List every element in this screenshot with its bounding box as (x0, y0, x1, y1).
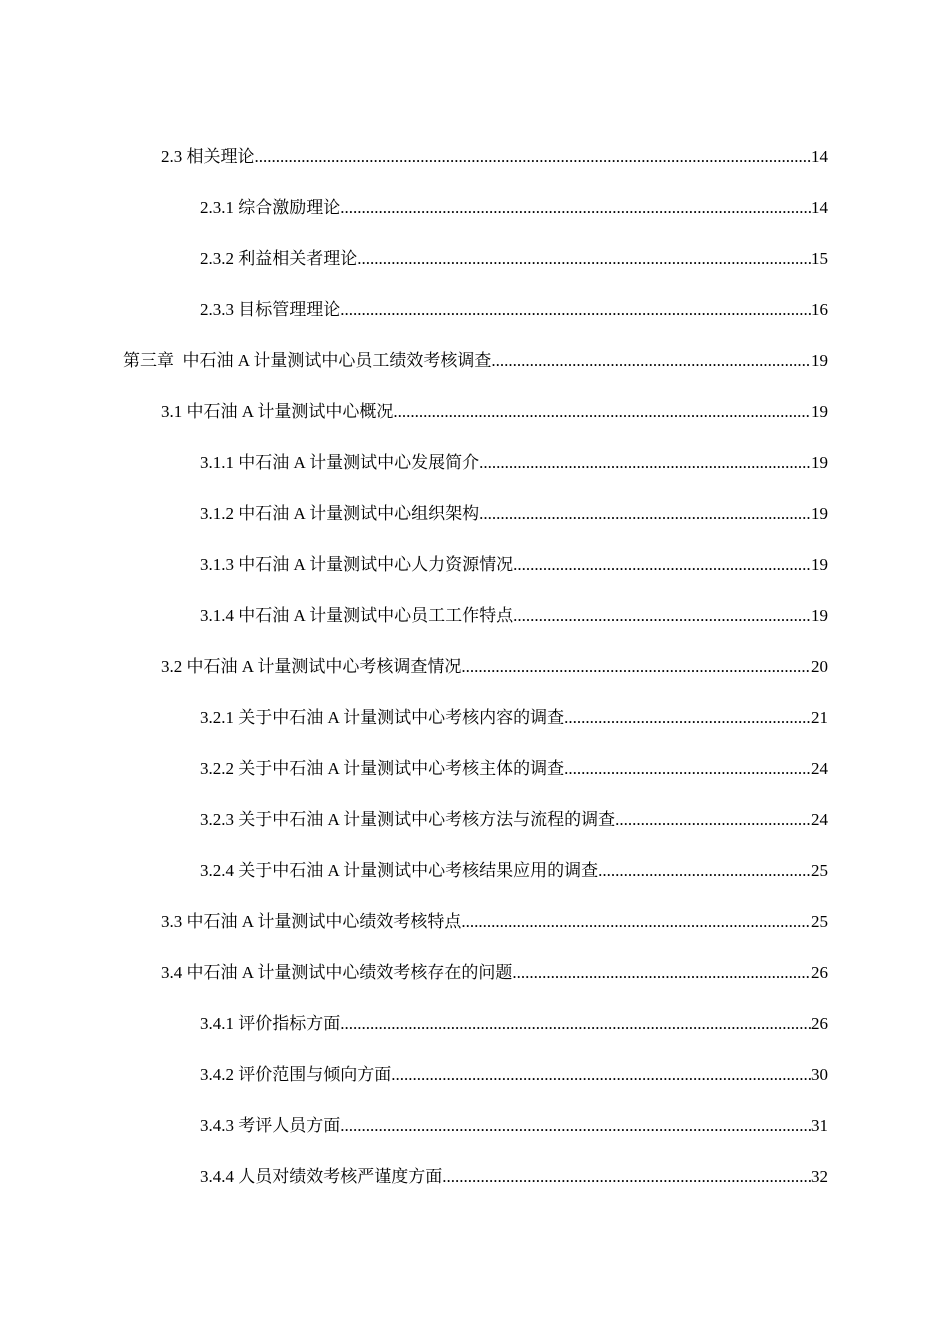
toc-page-number: 25 (811, 912, 828, 931)
toc-page-number: 19 (811, 453, 828, 472)
toc-dot-leader (598, 857, 811, 885)
toc-entry-label: 2.3 相关理论 (161, 147, 255, 166)
table-of-contents (0, 143, 950, 1214)
toc-entry-label: 3.2.1 关于中石油 A 计量测试中心考核内容的调查 (200, 708, 565, 727)
toc-entry-label: 3.4.3 考评人员方面 (200, 1116, 341, 1135)
toc-entry-label: 3.2.2 关于中石油 A 计量测试中心考核主体的调查 (200, 759, 565, 778)
toc-dot-leader (491, 347, 811, 375)
toc-dot-leader (513, 551, 811, 579)
toc-page-number: 19 (811, 504, 828, 523)
toc-entry-chapter-3[interactable] (123, 347, 828, 398)
toc-page-number: 14 (811, 198, 828, 217)
toc-page-number: 19 (811, 606, 828, 625)
toc-entry-label: 3.3 中石油 A 计量测试中心绩效考核特点 (161, 912, 462, 931)
toc-dot-leader (479, 500, 811, 528)
toc-dot-leader (615, 806, 811, 834)
toc-page-number: 32 (811, 1167, 828, 1186)
toc-entry-3-2-4[interactable] (200, 857, 828, 908)
toc-entry-2-3-1[interactable] (200, 194, 828, 245)
toc-dot-leader (340, 194, 811, 222)
toc-page-number: 19 (811, 402, 828, 421)
toc-page-number: 14 (811, 147, 828, 166)
toc-dot-leader (255, 143, 812, 171)
toc-entry-3-3[interactable] (161, 908, 828, 959)
toc-page-number: 21 (811, 708, 828, 727)
toc-dot-leader (512, 959, 811, 987)
toc-entry-label: 3.1.3 中石油 A 计量测试中心人力资源情况 (200, 555, 514, 574)
toc-entry-3-4-4[interactable] (200, 1163, 828, 1214)
toc-entry-3-2-3[interactable] (200, 806, 828, 857)
toc-dot-leader (479, 449, 811, 477)
toc-entry-label: 3.2.4 关于中石油 A 计量测试中心考核结果应用的调查 (200, 861, 599, 880)
toc-entry-label: 3.4 中石油 A 计量测试中心绩效考核存在的问题 (161, 963, 513, 982)
toc-entry-3-1-3[interactable] (200, 551, 828, 602)
toc-dot-leader (391, 1061, 811, 1089)
toc-entry-2-3[interactable] (161, 143, 828, 194)
toc-entry-label: 2.3.3 目标管理理论 (200, 300, 341, 319)
toc-entry-3-2[interactable] (161, 653, 828, 704)
toc-page-number: 26 (811, 963, 828, 982)
toc-entry-3-1[interactable] (161, 398, 828, 449)
toc-entry-3-1-4[interactable] (200, 602, 828, 653)
toc-entry-3-4[interactable] (161, 959, 828, 1010)
toc-entry-label: 2.3.1 综合激励理论 (200, 198, 341, 217)
toc-page-number: 30 (811, 1065, 828, 1084)
toc-entry-label: 3.1 中石油 A 计量测试中心概况 (161, 402, 394, 421)
toc-dot-leader (340, 296, 811, 324)
toc-entry-3-1-2[interactable] (200, 500, 828, 551)
toc-dot-leader (340, 1112, 811, 1140)
toc-page-number: 20 (811, 657, 828, 676)
toc-entry-2-3-2[interactable] (200, 245, 828, 296)
toc-dot-leader (461, 653, 811, 681)
toc-dot-leader (340, 1010, 811, 1038)
toc-entry-label: 3.2.3 关于中石油 A 计量测试中心考核方法与流程的调查 (200, 810, 616, 829)
toc-page-number: 25 (811, 861, 828, 880)
toc-entry-label: 3.1.1 中石油 A 计量测试中心发展简介 (200, 453, 480, 472)
toc-dot-leader (442, 1163, 811, 1191)
toc-entry-label: 2.3.2 利益相关者理论 (200, 249, 358, 268)
toc-entry-2-3-3[interactable] (200, 296, 828, 347)
toc-page-number: 31 (811, 1116, 828, 1135)
toc-page-number: 19 (811, 351, 828, 370)
toc-entry-label: 3.1.4 中石油 A 计量测试中心员工工作特点 (200, 606, 514, 625)
toc-dot-leader (393, 398, 811, 426)
toc-entry-label: 3.4.4 人员对绩效考核严谨度方面 (200, 1167, 443, 1186)
toc-entry-3-4-1[interactable] (200, 1010, 828, 1061)
toc-page-number: 19 (811, 555, 828, 574)
toc-entry-label: 3.1.2 中石油 A 计量测试中心组织架构 (200, 504, 480, 523)
toc-page-number: 26 (811, 1014, 828, 1033)
toc-dot-leader (461, 908, 811, 936)
toc-entry-label: 3.2 中石油 A 计量测试中心考核调查情况 (161, 657, 462, 676)
toc-page-number: 16 (811, 300, 828, 319)
toc-dot-leader (513, 602, 811, 630)
toc-dot-leader (564, 755, 811, 783)
toc-entry-3-4-2[interactable] (200, 1061, 828, 1112)
toc-entry-3-2-2[interactable] (200, 755, 828, 806)
toc-entry-label: 3.4.1 评价指标方面 (200, 1014, 341, 1033)
toc-page-number: 15 (811, 249, 828, 268)
toc-entry-3-4-3[interactable] (200, 1112, 828, 1163)
toc-page-number: 24 (811, 810, 828, 829)
toc-dot-leader (357, 245, 811, 273)
toc-entry-label: 第三章 中石油 A 计量测试中心员工绩效考核调查 (123, 351, 492, 370)
toc-entry-3-1-1[interactable] (200, 449, 828, 500)
toc-dot-leader (564, 704, 811, 732)
toc-page-number: 24 (811, 759, 828, 778)
toc-entry-label: 3.4.2 评价范围与倾向方面 (200, 1065, 392, 1084)
toc-entry-3-2-1[interactable] (200, 704, 828, 755)
